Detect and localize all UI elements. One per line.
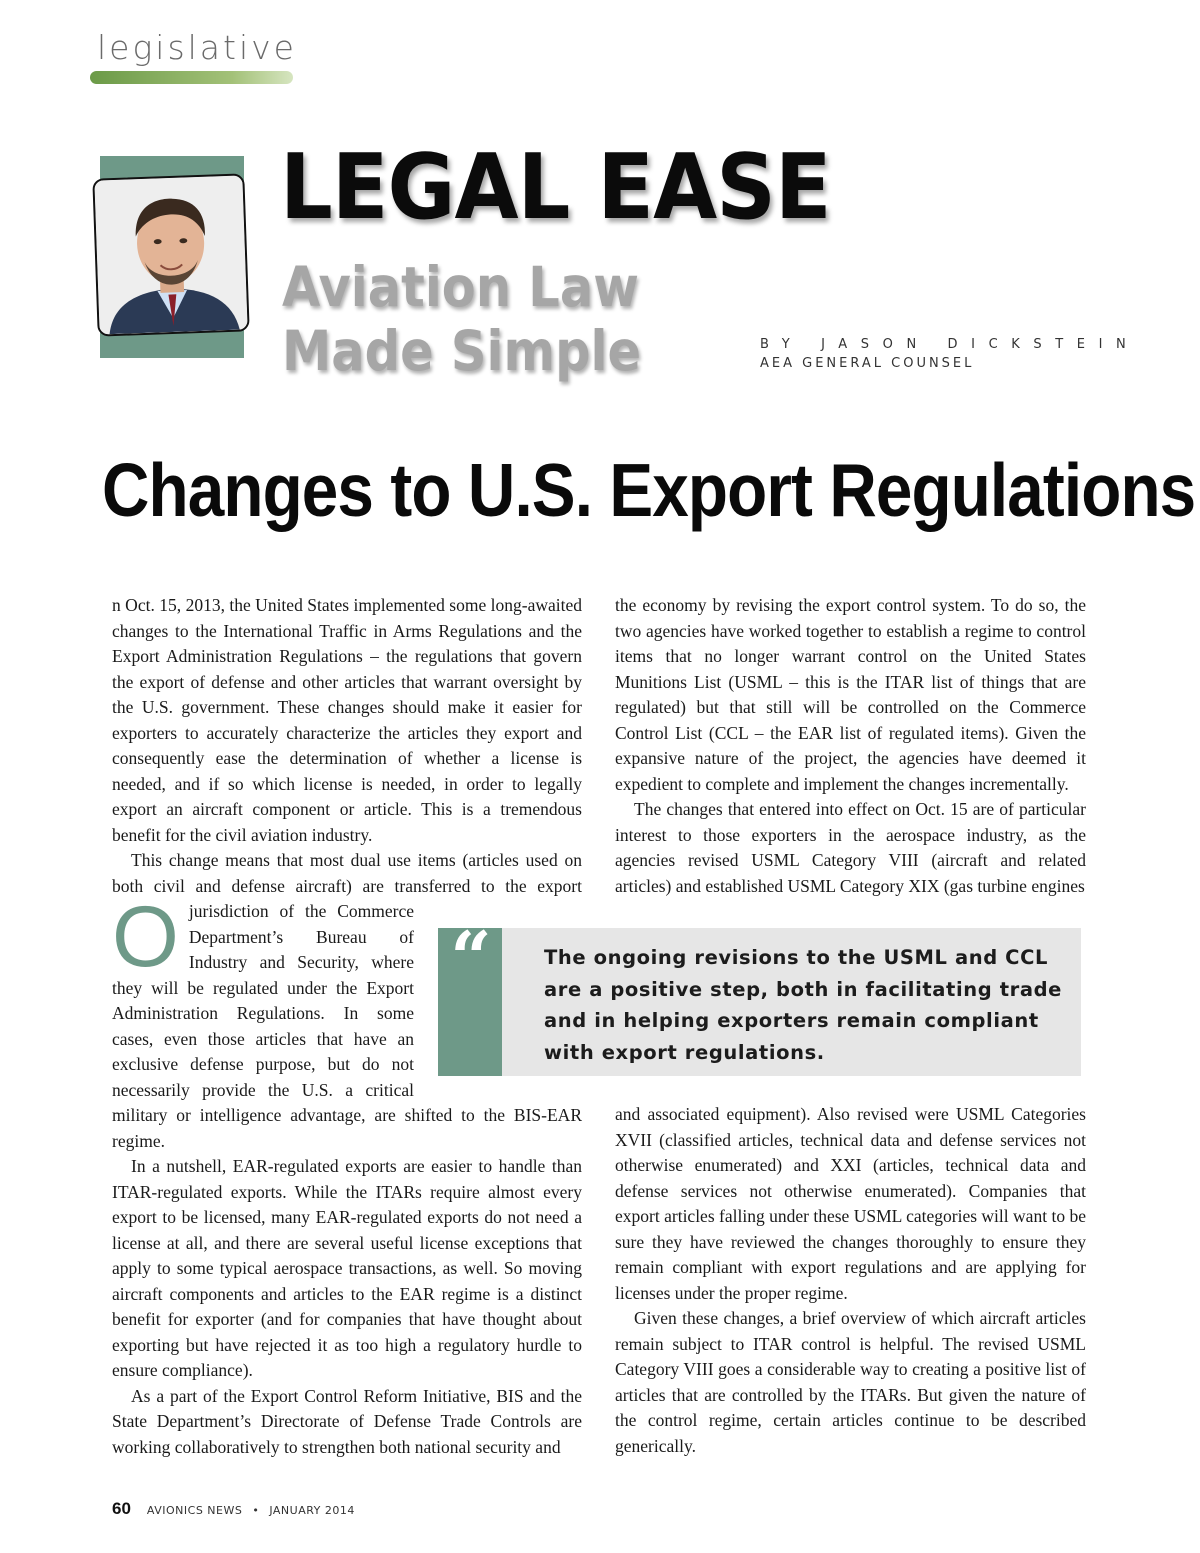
byline-author: BY JASON DICKSTEIN <box>760 337 1140 352</box>
paragraph: Given these changes, a brief overview of which aircraft articles remain subject to ITAR control is helpful. The revised USML Category VIII goes a considerable way to creating a positive list of articles that are controlled by the ITARs. But given the nature of the control regime, certain articles continue to be described generically. <box>615 1308 1086 1456</box>
column-title: LEGAL EASE <box>280 135 831 240</box>
page-number: 60 <box>112 1499 131 1518</box>
issue-date: JANUARY 2014 <box>269 1504 355 1517</box>
byline <box>760 335 1139 373</box>
article-column-2-bottom <box>615 1102 1086 1459</box>
paragraph: the economy by revising the export control system. To do so, the two agencies have worked together to establish a regime to control items that no longer warrant control on the United States Munitions List (USML – this is the ITAR list of things that are regulated) but that still will be controlled on the Commerce Control List (CCL – the EAR list of regulated items). Given the expansive nature of the project, the agencies have deemed it expedient to complete and implement the changes incrementally. <box>615 595 1086 794</box>
quote-mark-icon: “ <box>450 915 492 1000</box>
pull-quote-text: The ongoing revisions to the USML and CCL are a positive step, both in facilitating trade and in helping exporters remain compliant with export regulations. <box>544 946 1062 1064</box>
column-subtitle-line2: Made Simple <box>282 319 642 383</box>
paragraph: O n Oct. 15, 2013, the United States implemented some long-awaited changes to the International Traffic in Arms Regulations and the Export Administration Regulations – the regulations that govern the export of defense and other articles that warrant oversight by the U.S. government. These changes should make it easier for exporters to accurately characterize the articles they export and consequently ease the determination of whether a license is needed, and if so which license is needed, in order to legally export an aircraft component or article. This is a tremendous benefit for the civil aviation industry. <box>112 595 582 985</box>
paragraph: As a part of the Export Control Reform Initiative, BIS and the State Department’s Directorate of Defense Trade Controls are working collaboratively to strengthen both national security and <box>112 1385 582 1457</box>
article-headline: Changes to U.S. Export Regulations <box>102 448 1196 532</box>
pull-quote <box>438 915 1081 1076</box>
author-photo <box>92 173 249 336</box>
footer-separator: • <box>252 1504 260 1517</box>
paragraph: and associated equipment). Also revised were USML Categories XVII (classified articles, technical data and defense services not otherwise enumerated) and XXI (articles, technical data and defense services not otherwise enumerated). Companies that export articles falling under these USML categories will want to be sure they have reviewed the changes thoroughly to ensure they remain compliant with export regulations and are applying for licenses under the proper regime. <box>615 1104 1086 1303</box>
paragraph: In a nutshell, EAR-regulated exports are easier to handle than ITAR-regulated exports. While the ITARs require almost every export to be licensed, many EAR-regulated exports do not need a license at all, and there are several useful license exceptions that apply to some typical aerospace transactions, as well. So moving aircraft components and articles to the EAR regime is a distinct benefit for exporter (and for companies that have thought about exporting but have rejected it as too high a regulatory hurdle to ensure compliance). <box>112 1156 582 1380</box>
byline-role: AEA GENERAL COUNSEL <box>760 356 975 371</box>
paragraph: The changes that entered into effect on Oct. 15 are of particular interest to those exporters in the aerospace industry, as the agencies revised USML Category VIII (aircraft and related articles) and established USML Category XIX (gas turbine engines <box>615 799 1086 896</box>
page-footer <box>112 1499 355 1519</box>
column-subtitle <box>282 255 641 383</box>
section-bar <box>90 71 293 84</box>
column-subtitle-line1: Aviation Law <box>282 255 639 319</box>
article-column-2-top <box>615 593 1086 899</box>
section-label: legislative <box>97 28 297 67</box>
publication-name: AVIONICS NEWS <box>146 1504 243 1517</box>
paragraph: This change means that most dual use items (articles used on both civil and defense aircraft) are transferred to the export jurisdiction of the Commerce Department’s Bureau of Industry and Security, where they will be regulated under the Export Administration Regulations. In some cases, even those articles that have an exclusive defense purpose, but do not necessarily provide the U.S. a critical military or intelligence advantage, are shifted to the BIS-EAR regime. <box>112 850 582 1151</box>
dropcap: O <box>112 889 179 985</box>
